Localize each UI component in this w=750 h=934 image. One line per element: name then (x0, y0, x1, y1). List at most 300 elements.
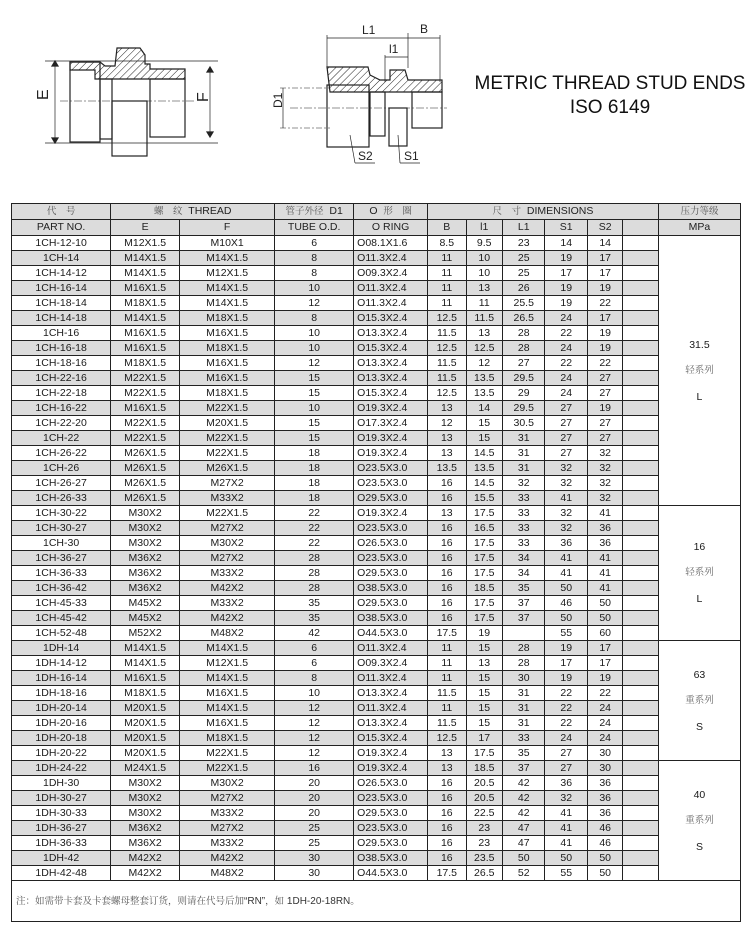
header-part-no: PART NO. (12, 220, 111, 236)
cell-s2: 36 (587, 791, 622, 806)
cell-part: 1CH-26-33 (12, 491, 111, 506)
header-mpa: MPa (658, 220, 740, 236)
cell-d1: 6 (275, 656, 354, 671)
table-row (12, 821, 741, 836)
cell-f: M22X1.5 (180, 761, 275, 776)
cell-d1: 12 (275, 731, 354, 746)
cell-e: M52X2 (111, 626, 180, 641)
cell-l1: 12.5 (466, 341, 502, 356)
cell-e: M36X2 (111, 551, 180, 566)
cell-part: 1DH-30-33 (12, 806, 111, 821)
cell-oring: O11.3X2.4 (354, 671, 428, 686)
cell-l1: 47 (502, 836, 545, 851)
cell-e: M36X2 (111, 581, 180, 596)
cell-b: 16 (428, 596, 466, 611)
cell-e: M14X1.5 (111, 656, 180, 671)
cell-s1: 27 (545, 416, 588, 431)
cell-f: M16X1.5 (180, 371, 275, 386)
cell-s2: 46 (587, 821, 622, 836)
cell-d1: 25 (275, 821, 354, 836)
cell-f: M16X1.5 (180, 716, 275, 731)
cell-e: M20X1.5 (111, 746, 180, 761)
cell-l1 (502, 626, 545, 641)
cell-f: M14X1.5 (180, 296, 275, 311)
cell-f: M14X1.5 (180, 281, 275, 296)
cell-b: 11.5 (428, 371, 466, 386)
header-l1: L1 (502, 220, 545, 236)
svg-text:B: B (420, 22, 429, 36)
cell-e: M12X1.5 (111, 236, 180, 251)
cell-s1: 22 (545, 701, 588, 716)
cell-b: 16 (428, 581, 466, 596)
cell-part: 1CH-16 (12, 326, 111, 341)
table-row (12, 836, 741, 851)
cell-e: M30X2 (111, 791, 180, 806)
table-row (12, 806, 741, 821)
cell-d1: 8 (275, 311, 354, 326)
cell-l1: 26.5 (502, 311, 545, 326)
svg-text:E: E (35, 89, 52, 100)
header-thread: 螺 纹 THREAD (111, 204, 275, 220)
cell-d1: 20 (275, 806, 354, 821)
svg-text:l1: l1 (389, 42, 399, 56)
cell-d1: 20 (275, 791, 354, 806)
cell-part: 1CH-22-20 (12, 416, 111, 431)
cell-blank (623, 461, 658, 476)
cell-l1: 29.5 (502, 371, 545, 386)
cell-l1: 23 (466, 836, 502, 851)
cell-s1: 41 (545, 821, 588, 836)
cell-s1: 50 (545, 851, 588, 866)
cell-d1: 12 (275, 296, 354, 311)
cell-d1: 30 (275, 866, 354, 881)
cell-oring: O19.3X2.4 (354, 446, 428, 461)
table-row (12, 236, 741, 251)
cell-part: 1CH-18-16 (12, 356, 111, 371)
cell-part: 1CH-14-12 (12, 266, 111, 281)
cell-e: M18X1.5 (111, 356, 180, 371)
cell-l1: 25 (502, 251, 545, 266)
cell-blank (623, 596, 658, 611)
cell-blank (623, 716, 658, 731)
cell-e: M26X1.5 (111, 476, 180, 491)
cell-part: 1DH-14-12 (12, 656, 111, 671)
cell-d1: 35 (275, 596, 354, 611)
cell-s1: 50 (545, 581, 588, 596)
table-row (12, 251, 741, 266)
cell-part: 1DH-24-22 (12, 761, 111, 776)
table-row (12, 281, 741, 296)
cell-l1: 31 (502, 686, 545, 701)
cell-blank (623, 536, 658, 551)
cell-l1: 30 (502, 671, 545, 686)
cell-l1: 34 (502, 551, 545, 566)
cell-s2: 50 (587, 851, 622, 866)
pressure-value: 63 (693, 668, 706, 681)
cell-b: 17.5 (428, 626, 466, 641)
cell-blank (623, 551, 658, 566)
cell-blank (623, 506, 658, 521)
cell-f: M22X1.5 (180, 431, 275, 446)
cell-l1: 15 (466, 416, 502, 431)
cell-b: 12.5 (428, 386, 466, 401)
cell-part: 1CH-22 (12, 431, 111, 446)
cell-b: 16 (428, 521, 466, 536)
table-row (12, 716, 741, 731)
cell-d1: 30 (275, 851, 354, 866)
cell-l1: 13 (466, 281, 502, 296)
cell-b: 13 (428, 446, 466, 461)
cell-s1: 14 (545, 236, 588, 251)
table-row (12, 536, 741, 551)
cell-l1: 31 (502, 716, 545, 731)
pressure-rating-cell (658, 641, 740, 761)
cell-s1: 24 (545, 311, 588, 326)
table-row (12, 296, 741, 311)
cell-b: 16 (428, 836, 466, 851)
cell-oring: O44.5X3.0 (354, 626, 428, 641)
cell-part: 1DH-30-27 (12, 791, 111, 806)
svg-text:S2: S2 (358, 149, 373, 163)
cell-blank (623, 866, 658, 881)
cell-e: M14X1.5 (111, 311, 180, 326)
table-row (12, 341, 741, 356)
cell-s2: 19 (587, 341, 622, 356)
cell-s1: 36 (545, 536, 588, 551)
cell-s2: 14 (587, 236, 622, 251)
cell-s2: 36 (587, 776, 622, 791)
cell-s2: 24 (587, 716, 622, 731)
table-row (12, 326, 741, 341)
cell-b: 11 (428, 296, 466, 311)
cell-part: 1DH-20-14 (12, 701, 111, 716)
cell-b: 11 (428, 266, 466, 281)
cell-f: M18X1.5 (180, 731, 275, 746)
cell-f: M27X2 (180, 476, 275, 491)
cell-part: 1CH-45-33 (12, 596, 111, 611)
svg-text:S1: S1 (404, 149, 419, 163)
cell-blank (623, 446, 658, 461)
cell-part: 1DH-20-18 (12, 731, 111, 746)
cell-part: 1CH-12-10 (12, 236, 111, 251)
cell-l1: 52 (502, 866, 545, 881)
cell-e: M30X2 (111, 506, 180, 521)
cell-f: M16X1.5 (180, 326, 275, 341)
header-part-cn: 代 号 (12, 204, 111, 220)
cell-e: M45X2 (111, 611, 180, 626)
cell-part: 1CH-18-14 (12, 296, 111, 311)
cell-l1: 31 (502, 446, 545, 461)
cell-f: M30X2 (180, 776, 275, 791)
cell-s1: 24 (545, 341, 588, 356)
cell-f: M14X1.5 (180, 701, 275, 716)
cell-e: M36X2 (111, 836, 180, 851)
cell-s2: 19 (587, 326, 622, 341)
cell-oring: O08.1X1.6 (354, 236, 428, 251)
cell-l1: 17 (466, 731, 502, 746)
cell-blank (623, 266, 658, 281)
cell-l1: 22.5 (466, 806, 502, 821)
cell-l1: 10 (466, 266, 502, 281)
cell-oring: O23.5X3.0 (354, 791, 428, 806)
table-row (12, 551, 741, 566)
cell-l1: 15 (466, 431, 502, 446)
cell-b: 16 (428, 791, 466, 806)
header-oring: O RING (354, 220, 428, 236)
cell-s2: 27 (587, 386, 622, 401)
cell-s2: 30 (587, 761, 622, 776)
cell-oring: O26.5X3.0 (354, 536, 428, 551)
cell-b: 16 (428, 491, 466, 506)
cell-oring: O09.3X2.4 (354, 266, 428, 281)
header-dimensions: 尺 寸 DIMENSIONS (428, 204, 659, 220)
cell-d1: 18 (275, 446, 354, 461)
cell-blank (623, 581, 658, 596)
cell-l1: 15 (466, 686, 502, 701)
cell-blank (623, 356, 658, 371)
cell-l1: 13.5 (466, 386, 502, 401)
cell-oring: O13.3X2.4 (354, 356, 428, 371)
cell-oring: O19.3X2.4 (354, 401, 428, 416)
cell-l1: 11 (466, 296, 502, 311)
cell-s2: 50 (587, 596, 622, 611)
cell-s1: 41 (545, 566, 588, 581)
cell-part: 1CH-36-27 (12, 551, 111, 566)
cell-s1: 24 (545, 731, 588, 746)
cell-l1: 31 (502, 431, 545, 446)
cell-oring: O29.5X3.0 (354, 566, 428, 581)
pressure-series-cn: 重系列 (685, 694, 714, 706)
cell-oring: O09.3X2.4 (354, 656, 428, 671)
cell-f: M14X1.5 (180, 251, 275, 266)
cell-blank (623, 416, 658, 431)
table-row (12, 521, 741, 536)
cell-b: 13 (428, 761, 466, 776)
cell-l1: 25 (502, 266, 545, 281)
cell-s1: 46 (545, 596, 588, 611)
cell-s1: 32 (545, 506, 588, 521)
cell-f: M26X1.5 (180, 461, 275, 476)
cell-part: 1CH-30-27 (12, 521, 111, 536)
cell-e: M16X1.5 (111, 341, 180, 356)
cell-oring: O19.3X2.4 (354, 431, 428, 446)
cell-f: M33X2 (180, 596, 275, 611)
cell-f: M33X2 (180, 491, 275, 506)
cell-l1: 15 (466, 641, 502, 656)
cell-f: M18X1.5 (180, 311, 275, 326)
table-row (12, 761, 741, 776)
cell-part: 1CH-30-22 (12, 506, 111, 521)
cell-f: M18X1.5 (180, 386, 275, 401)
cell-oring: O29.5X3.0 (354, 596, 428, 611)
cell-oring: O23.5X3.0 (354, 476, 428, 491)
pressure-series: S (695, 720, 703, 733)
cell-s2: 27 (587, 371, 622, 386)
cell-b: 12.5 (428, 731, 466, 746)
cell-d1: 8 (275, 266, 354, 281)
pressure-rating-cell (658, 506, 740, 641)
cell-part: 1CH-16-18 (12, 341, 111, 356)
cell-l1: 33 (502, 521, 545, 536)
cell-blank (623, 236, 658, 251)
header-pressure-cn: 压力等级 (658, 204, 740, 220)
cell-l1: 25.5 (502, 296, 545, 311)
cell-blank (623, 626, 658, 641)
cell-f: M27X2 (180, 551, 275, 566)
cell-s2: 32 (587, 491, 622, 506)
cell-l1: 17.5 (466, 536, 502, 551)
cell-s2: 24 (587, 701, 622, 716)
cell-l1: 18.5 (466, 761, 502, 776)
table-row (12, 746, 741, 761)
cell-l1: 11.5 (466, 311, 502, 326)
cell-e: M36X2 (111, 821, 180, 836)
cell-l1: 28 (502, 326, 545, 341)
cell-l1: 23 (502, 236, 545, 251)
cell-d1: 28 (275, 551, 354, 566)
cell-f: M27X2 (180, 821, 275, 836)
cell-l1: 42 (502, 806, 545, 821)
cell-d1: 15 (275, 386, 354, 401)
cell-d1: 28 (275, 566, 354, 581)
cell-l1: 15 (466, 701, 502, 716)
table-row (12, 596, 741, 611)
order-note: 注：如需带卡套及卡套螺母整套订货，则请在代号后加“RN”，如 1DH-20-18RN。 (12, 881, 741, 922)
cell-part: 1DH-36-27 (12, 821, 111, 836)
table-row (12, 431, 741, 446)
cell-d1: 22 (275, 536, 354, 551)
cell-l1: 29 (502, 386, 545, 401)
cell-s2: 36 (587, 521, 622, 536)
cell-b: 16 (428, 611, 466, 626)
cell-part: 1CH-26-22 (12, 446, 111, 461)
cell-f: M33X2 (180, 566, 275, 581)
cell-s1: 32 (545, 461, 588, 476)
cell-d1: 42 (275, 626, 354, 641)
cell-e: M20X1.5 (111, 701, 180, 716)
cell-part: 1CH-26 (12, 461, 111, 476)
cell-s1: 19 (545, 296, 588, 311)
pressure-series: S (695, 840, 703, 853)
cell-b: 17.5 (428, 866, 466, 881)
cell-s1: 22 (545, 686, 588, 701)
cell-f: M16X1.5 (180, 686, 275, 701)
cell-s1: 41 (545, 551, 588, 566)
cell-f: M42X2 (180, 581, 275, 596)
cell-s1: 41 (545, 836, 588, 851)
cell-b: 12.5 (428, 341, 466, 356)
cell-d1: 8 (275, 251, 354, 266)
table-row (12, 611, 741, 626)
cell-b: 11.5 (428, 686, 466, 701)
cell-blank (623, 566, 658, 581)
cell-d1: 18 (275, 461, 354, 476)
cell-part: 1CH-36-33 (12, 566, 111, 581)
cell-oring: O13.3X2.4 (354, 326, 428, 341)
stud-end-fitting-drawing (35, 48, 218, 156)
cell-part: 1CH-14-18 (12, 311, 111, 326)
cell-part: 1DH-30 (12, 776, 111, 791)
cell-s2: 50 (587, 611, 622, 626)
cell-s2: 50 (587, 866, 622, 881)
cell-s2: 41 (587, 506, 622, 521)
cell-s1: 27 (545, 401, 588, 416)
cell-l1: 13 (466, 326, 502, 341)
table-row (12, 566, 741, 581)
cell-b: 11 (428, 641, 466, 656)
cell-f: M14X1.5 (180, 641, 275, 656)
svg-text:F: F (195, 92, 212, 102)
cell-oring: O13.3X2.4 (354, 716, 428, 731)
cell-l1: 28 (502, 341, 545, 356)
cell-blank (623, 611, 658, 626)
cell-part: 1CH-16-22 (12, 401, 111, 416)
cell-oring: O38.5X3.0 (354, 851, 428, 866)
cell-e: M20X1.5 (111, 716, 180, 731)
cell-blank (623, 386, 658, 401)
cell-s2: 17 (587, 311, 622, 326)
cell-blank (623, 641, 658, 656)
cell-s1: 27 (545, 431, 588, 446)
cell-blank (623, 731, 658, 746)
cell-f: M33X2 (180, 836, 275, 851)
cell-blank (623, 296, 658, 311)
table-row (12, 491, 741, 506)
table-row (12, 416, 741, 431)
cell-s2: 17 (587, 266, 622, 281)
spec-table (11, 203, 741, 922)
cell-s1: 22 (545, 356, 588, 371)
cell-blank (623, 341, 658, 356)
cell-l1: 12 (466, 356, 502, 371)
cell-b: 16 (428, 851, 466, 866)
cell-blank (623, 806, 658, 821)
cell-b: 11.5 (428, 716, 466, 731)
cell-f: M22X1.5 (180, 746, 275, 761)
cell-part: 1DH-42-48 (12, 866, 111, 881)
cell-l1: 9.5 (466, 236, 502, 251)
header-s2: S2 (587, 220, 622, 236)
cell-d1: 25 (275, 836, 354, 851)
cell-l1: 28 (502, 656, 545, 671)
cell-l1: 14.5 (466, 476, 502, 491)
cell-b: 12 (428, 416, 466, 431)
cell-part: 1CH-30 (12, 536, 111, 551)
cell-blank (623, 401, 658, 416)
cell-s2: 36 (587, 536, 622, 551)
cell-l1: 42 (502, 791, 545, 806)
cell-d1: 12 (275, 701, 354, 716)
cell-blank (623, 326, 658, 341)
cell-s2: 32 (587, 461, 622, 476)
cell-d1: 12 (275, 356, 354, 371)
cell-e: M14X1.5 (111, 266, 180, 281)
cell-l1: 15.5 (466, 491, 502, 506)
header-b: B (428, 220, 466, 236)
cell-e: M16X1.5 (111, 281, 180, 296)
cell-part: 1DH-14 (12, 641, 111, 656)
cell-d1: 6 (275, 236, 354, 251)
cell-e: M16X1.5 (111, 326, 180, 341)
cell-part: 1CH-22-16 (12, 371, 111, 386)
cell-s2: 22 (587, 296, 622, 311)
cell-l1: 20.5 (466, 791, 502, 806)
cell-f: M16X1.5 (180, 356, 275, 371)
cell-l1: 17.5 (466, 551, 502, 566)
table-row (12, 461, 741, 476)
cell-blank (623, 761, 658, 776)
cell-part: 1CH-14 (12, 251, 111, 266)
